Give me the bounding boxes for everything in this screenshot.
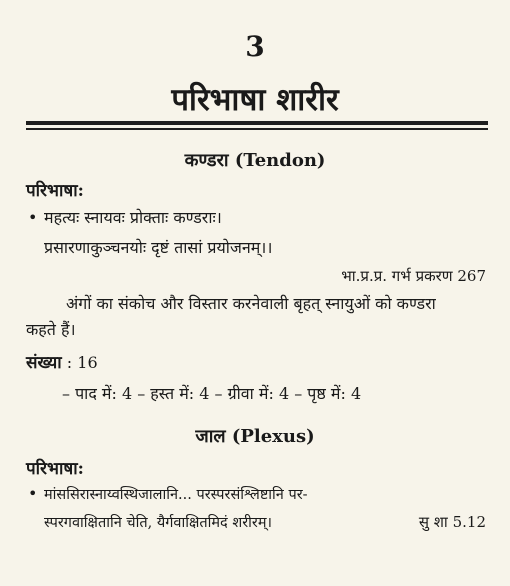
tendon-verse-line-1	[28, 206, 222, 228]
tendon-explanation-line-2: कहते हैं।	[26, 320, 76, 339]
bullet-icon: •	[28, 208, 38, 227]
plexus-verse-line-2: स्परगवाक्षितानि चेति, यैर्गवाक्षितमिदं शरीरम्।	[44, 515, 273, 531]
tendon-count-value: : 16	[66, 353, 98, 372]
tendon-heading: कण्डरा (Tendon)	[184, 150, 326, 171]
chapter-number: 3	[245, 30, 265, 63]
tendon-count-label: संख्या	[26, 353, 62, 373]
tendon-explanation-line-1: अंगों का संकोच और विस्तार करनेवाली बृहत् स्नायुओं को कण्डरा	[66, 294, 436, 313]
tendon-reference: भा.प्र.प्र. गर्भ प्रकरण 267	[341, 267, 486, 285]
plexus-heading: जाल (Plexus)	[195, 426, 315, 447]
chapter-title: परिभाषा शारीर	[171, 82, 339, 118]
plexus-verse-text-1: मांससिरास्नाय्वस्थिजालानि... परस्परसंश्लिष्टानि पर-	[44, 487, 308, 503]
tendon-verse-line-2: प्रसारणाकुञ्चनयोः दृष्टं तासां प्रयोजनम्।।	[44, 238, 273, 257]
tendon-distribution: – पाद में: 4 – हस्त में: 4 – ग्रीवा में: 4 – पृष्ठ में: 4	[62, 384, 362, 403]
title-rule-thin	[26, 128, 488, 130]
title-rule-thick	[26, 121, 488, 125]
tendon-definition-label: परिभाषा:	[26, 181, 84, 201]
tendon-verse-text-1: महत्यः स्नायवः प्रोक्ताः कण्डराः।	[44, 208, 222, 227]
plexus-reference: सु शा 5.12	[418, 513, 486, 531]
bullet-icon: •	[28, 484, 38, 503]
plexus-definition-label: परिभाषा:	[26, 459, 84, 479]
plexus-verse-line-1	[28, 484, 488, 504]
tendon-count	[26, 350, 98, 373]
